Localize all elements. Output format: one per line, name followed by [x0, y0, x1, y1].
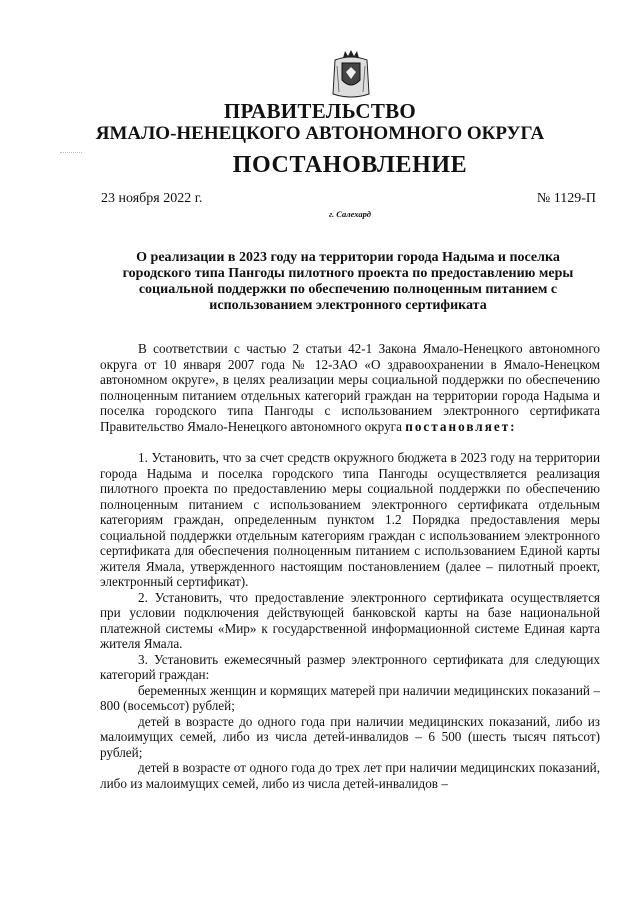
item-3: 3. Установить ежемесячный размер электронного сертификата для следующих категорий граждан: — [100, 651, 600, 682]
government-heading — [0, 100, 640, 145]
scan-artifact — [60, 152, 82, 155]
document-title: О реализации в 2023 году на территории города Надыма и поселка городского типа Пангоды пилотного проекта по предоставлению меры социальной поддержки по обеспечению полноценным питанием с использованием электронного сертификата — [122, 250, 574, 313]
preamble — [100, 341, 600, 434]
item-1: 1. Установить, что за счет средств окружного бюджета в 2023 году на территории города Надыма и поселка городского типа Пангоды осуществляется реализация пилотного проекта по предоставлению меры социальной поддержки по обеспечению полноценным питанием с использованием электронного сертификата отдельным категориям граждан, определенным пунктом 1.2 Порядка предоставления меры социальной поддержки отдельным категориям граждан с использованием электронного сертификата для обеспечения полноценным питанием с использованием Единой карты жителя Ямала, утвержденного настоящим постановлением (далее – пилотный проект, электронный сертификат). — [100, 450, 600, 589]
coat-of-arms-icon — [329, 48, 373, 100]
preamble-text: В соответствии с частью 2 статьи 42-1 Закона Ямало-Ненецкого автономного округа от 10 января 2007 года № 12-ЗАО «О здравоохранении в Ямало-Ненецком автономном округе», в целях реализации меры социальной поддержки по обеспечению полноценным питанием отдельных категорий граждан на территории города Надыма и поселка городского типа Пангоды с использованием электронного сертификата Правительство Ямало-Ненецкого автономного округа — [100, 341, 600, 434]
document-type: ПОСТАНОВЛЕНИЕ — [232, 152, 468, 178]
government-line2: ЯМАЛО-НЕНЕЦКОГО АВТОНОМНОГО ОКРУГА — [95, 123, 545, 144]
item-3-sub-3: детей в возрасте от одного года до трех лет при наличии медицинских показаний, либо из малоимущих семей, либо из числа детей-инвалидов – — [100, 760, 600, 791]
item-3-sub-2: детей в возрасте до одного года при наличии медицинских показаний, либо из малоимущих семей, либо из числа детей-инвалидов – 6 500 (шесть тысяч пятьсот) рублей; — [100, 713, 600, 760]
preamble-verb: постановляет: — [405, 418, 517, 434]
document-number: № 1129-П — [536, 191, 596, 206]
government-line1: ПРАВИТЕЛЬСТВО — [223, 99, 417, 123]
item-3-sub-1: беременных женщин и кормящих матерей при наличии медицинских показаний – 800 (восемьсот) рублей; — [100, 682, 600, 713]
document-city: г. Салехард — [328, 209, 372, 219]
document-body — [100, 341, 600, 791]
item-2: 2. Установить, что предоставление электронного сертификата осуществляется при условии подключения действующей банковской карты на базе национальной платежной системы «Мир» к государственной информационной системе Единая карта жителя Ямала. — [100, 589, 600, 651]
document-date: 23 ноября 2022 г. — [101, 191, 203, 206]
